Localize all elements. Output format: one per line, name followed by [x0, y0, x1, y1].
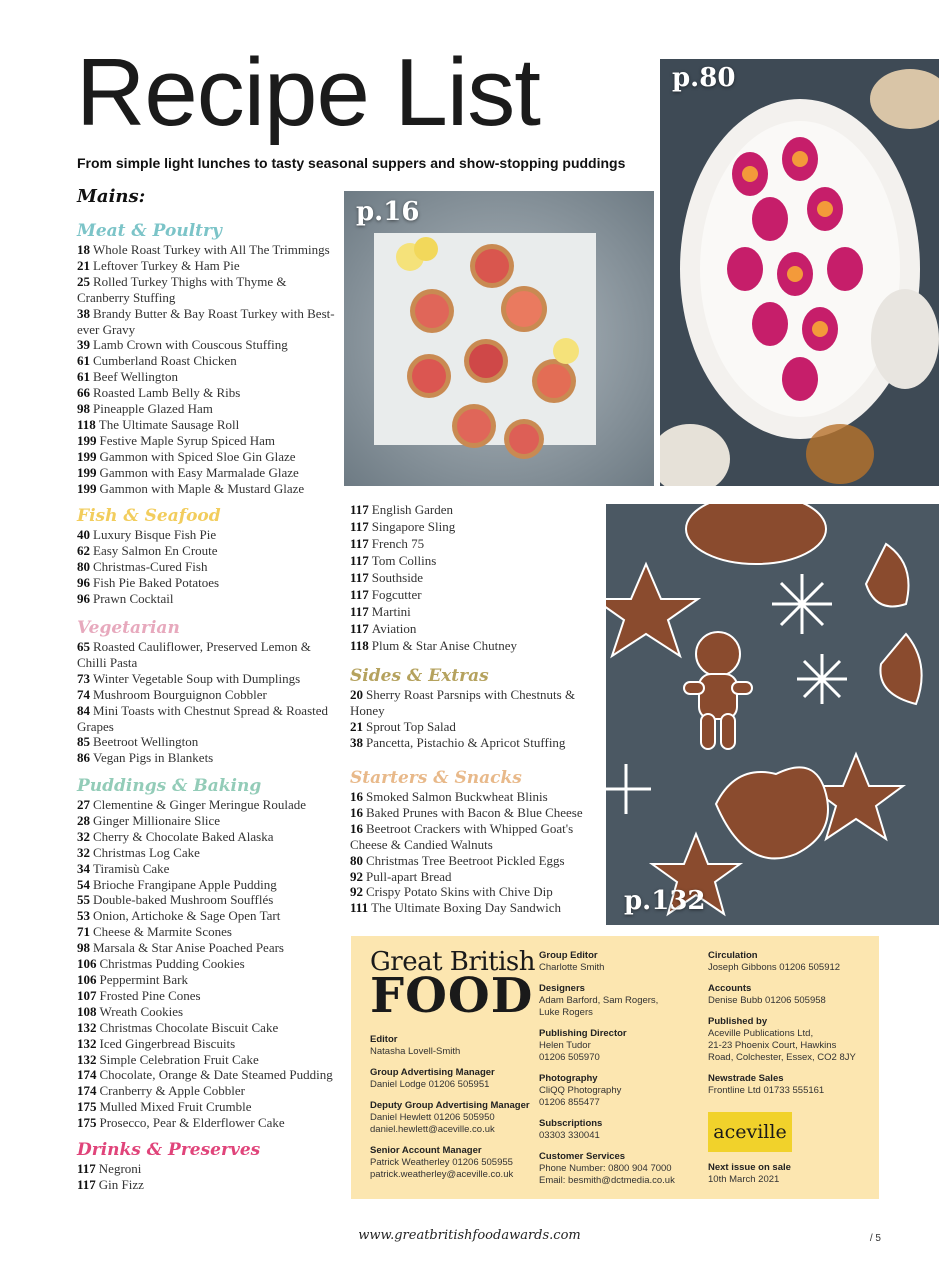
- recipe-page-number: 111: [350, 900, 369, 916]
- recipe-name: The Ultimate Sausage Roll: [98, 416, 240, 432]
- recipe-page-number: 108: [77, 1003, 97, 1019]
- recipe-page-number: 53: [77, 908, 90, 924]
- section-title: Starters & Snacks: [350, 768, 522, 788]
- recipe-page-number: 16: [350, 820, 363, 836]
- recipe-item: [77, 449, 339, 465]
- recipe-item: [350, 853, 590, 869]
- credit-value: Denise Bubb 01206 505958: [708, 995, 826, 1006]
- recipe-list: [77, 527, 339, 607]
- recipe-item: [350, 518, 590, 535]
- photo-page-label: p.132: [624, 886, 706, 916]
- recipe-page-number: 32: [77, 828, 90, 844]
- recipe-page-number: 34: [77, 860, 90, 876]
- recipe-item: [77, 1067, 339, 1083]
- section-title: Drinks & Preserves: [77, 1140, 261, 1160]
- recipe-name: Smoked Salmon Buckwheat Blinis: [366, 789, 548, 804]
- credit-label: Customer Services: [539, 1151, 626, 1162]
- recipe-item: [350, 687, 590, 719]
- logo-line-1: Great British: [370, 947, 536, 977]
- recipe-page-number: 117: [350, 587, 369, 602]
- recipe-name: Iced Gingerbread Biscuits: [99, 1035, 236, 1051]
- recipe-page-number: 55: [77, 892, 90, 908]
- recipe-item: [77, 591, 339, 607]
- photo-page-label: p.80: [672, 63, 736, 93]
- credit-value: Daniel Lodge 01206 505951: [370, 1079, 490, 1090]
- recipe-page-number: 98: [77, 940, 90, 956]
- recipe-item: [77, 750, 339, 766]
- recipe-item: [77, 527, 339, 543]
- recipe-item: [77, 924, 339, 940]
- recipe-name: Pull-apart Bread: [366, 868, 452, 884]
- section-title: Fish & Seafood: [77, 506, 221, 526]
- recipe-name: Singapore Sling: [371, 519, 456, 534]
- recipe-page-number: 85: [77, 734, 90, 750]
- recipe-name: Whole Roast Turkey with All The Trimmings: [93, 242, 330, 257]
- recipe-item: [77, 845, 339, 861]
- recipe-page-number: 118: [77, 416, 96, 432]
- recipe-page-number: 16: [350, 789, 363, 804]
- recipe-page-number: 175: [77, 1115, 97, 1131]
- recipe-page-number: 80: [77, 558, 90, 574]
- recipe-item: [77, 1099, 339, 1115]
- recipe-page-number: 117: [350, 553, 369, 568]
- recipe-item: [77, 1052, 339, 1068]
- masthead-credit: [370, 1067, 535, 1091]
- recipe-item: [77, 337, 339, 353]
- recipe-item: [77, 401, 339, 417]
- recipe-item: [350, 620, 590, 637]
- recipe-name: Gammon with Spiced Sloe Gin Glaze: [99, 448, 296, 464]
- recipe-page-number: 106: [77, 971, 97, 987]
- recipe-name: Fish Pie Baked Potatoes: [93, 574, 220, 590]
- recipe-page-number: 40: [77, 527, 90, 542]
- recipe-list: [350, 687, 590, 751]
- footer-website-link[interactable]: www.greatbritishfoodawards.com: [358, 1228, 581, 1243]
- recipe-page-number: 174: [77, 1067, 97, 1083]
- masthead-col-1: [370, 947, 536, 1190]
- recipe-item: [77, 369, 339, 385]
- recipe-page-number: 73: [77, 670, 90, 686]
- credit-value: Aceville Publications Ltd, 21-23 Phoenix Court, Hawkins Road, Colchester, Essex, CO2 8JY: [708, 1028, 856, 1063]
- recipe-item: [77, 813, 339, 829]
- recipe-item: [77, 797, 339, 813]
- credit-value: 03303 330041: [539, 1130, 600, 1141]
- recipe-name: Ginger Millionaire Slice: [93, 812, 221, 828]
- recipe-page-number: 28: [77, 812, 90, 828]
- recipe-name: Mushroom Bourguignon Cobbler: [93, 686, 267, 702]
- recipe-name: Festive Maple Syrup Spiced Ham: [99, 432, 275, 448]
- section-title: Meat & Poultry: [77, 221, 222, 241]
- recipe-item: [77, 543, 339, 559]
- recipe-name: Onion, Artichoke & Sage Open Tart: [93, 908, 281, 924]
- photo-gingerbread: [606, 504, 939, 925]
- recipe-name: Tom Collins: [371, 553, 437, 568]
- recipe-name: Pancetta, Pistachio & Apricot Stuffing: [366, 734, 566, 750]
- recipe-item: [350, 869, 590, 885]
- recipe-item: [350, 884, 590, 900]
- recipe-item: [77, 1036, 339, 1052]
- recipe-name: Christmas-Cured Fish: [93, 558, 208, 574]
- credit-label: Deputy Group Advertising Manager: [370, 1100, 530, 1111]
- recipe-item: [77, 465, 339, 481]
- recipe-page-number: 199: [77, 464, 97, 480]
- recipe-item: [350, 569, 590, 586]
- recipe-name: Christmas Chocolate Biscuit Cake: [99, 1019, 279, 1035]
- section-drinks-preserves: [77, 1139, 339, 1193]
- recipe-page-number: 38: [350, 734, 363, 750]
- recipe-page-number: 175: [77, 1099, 97, 1115]
- recipe-item: [77, 1161, 339, 1177]
- masthead-credit: [370, 1034, 535, 1058]
- recipe-item: [77, 353, 339, 369]
- recipe-page-number: 21: [350, 718, 363, 734]
- recipe-page-number: 21: [77, 257, 90, 273]
- recipe-item: [350, 637, 590, 654]
- recipe-name: Cheese & Marmite Scones: [93, 924, 232, 940]
- recipe-page-number: 80: [350, 852, 363, 868]
- recipe-name: Aviation: [371, 621, 417, 636]
- recipe-name: Plum & Star Anise Chutney: [371, 638, 517, 653]
- recipe-item: [77, 242, 339, 258]
- section-title: Puddings & Baking: [77, 776, 262, 796]
- recipe-list: [350, 789, 590, 916]
- recipe-name: Vegan Pigs in Blankets: [93, 750, 214, 766]
- blinis-illustration: [344, 191, 654, 486]
- recipe-item: [77, 481, 339, 497]
- recipe-page-number: 117: [350, 621, 369, 636]
- next-issue: [708, 1162, 873, 1186]
- recipe-item: [77, 417, 339, 433]
- recipe-name: Christmas Pudding Cookies: [99, 956, 245, 972]
- page-subtitle: From simple light lunches to tasty seasonal suppers and show-stopping puddings: [77, 155, 626, 171]
- recipe-page-number: 174: [77, 1083, 97, 1099]
- credit-value: Phone Number: 0800 904 7000 Email: besmith@dctmedia.co.uk: [539, 1163, 675, 1186]
- recipe-page-number: 117: [350, 536, 369, 551]
- magazine-logo: [370, 947, 536, 1024]
- recipe-page-number: 39: [77, 337, 90, 353]
- recipe-item: [350, 805, 590, 821]
- photo-page-label: p.16: [356, 197, 420, 227]
- section-title: Vegetarian: [77, 618, 180, 638]
- recipe-item: [77, 956, 339, 972]
- recipe-item: [77, 703, 339, 735]
- recipe-page-number: 54: [77, 876, 90, 892]
- pickled-eggs-illustration: [660, 59, 939, 486]
- recipe-name: Christmas Tree Beetroot Pickled Eggs: [366, 852, 565, 868]
- credit-label: Published by: [708, 1016, 768, 1027]
- recipe-page-number: 107: [77, 987, 97, 1003]
- recipe-name: Baked Prunes with Bacon & Blue Cheese: [366, 804, 583, 820]
- masthead-credit: [539, 983, 704, 1019]
- recipe-name: Rolled Turkey Thighs with Thyme & Cranberry Stuffing: [77, 273, 287, 305]
- recipe-name: Leftover Turkey & Ham Pie: [93, 257, 240, 273]
- recipe-name: Cumberland Roast Chicken: [93, 353, 237, 369]
- recipe-item: [77, 575, 339, 591]
- recipe-name: Gin Fizz: [98, 1176, 144, 1192]
- mains-heading: Mains:: [77, 186, 146, 207]
- recipe-name: Wreath Cookies: [99, 1003, 184, 1019]
- recipe-page-number: 25: [77, 273, 90, 289]
- aceville-logo: aceville: [708, 1112, 792, 1152]
- credit-label: Photography: [539, 1073, 598, 1084]
- recipe-name: Beetroot Wellington: [93, 734, 199, 750]
- masthead-credit: [708, 983, 873, 1007]
- recipe-item: [77, 972, 339, 988]
- recipe-name: Mini Toasts with Chestnut Spread & Roasted Grapes: [77, 702, 329, 734]
- credit-label: Publishing Director: [539, 1028, 627, 1039]
- credit-label: Editor: [370, 1034, 398, 1045]
- masthead-credit: [708, 1016, 873, 1064]
- photo-blinis: [344, 191, 654, 486]
- recipe-item: [77, 829, 339, 845]
- credit-label: Circulation: [708, 950, 758, 961]
- recipe-page-number: 61: [77, 353, 90, 369]
- recipe-page-number: 118: [350, 638, 369, 653]
- recipe-item: [350, 535, 590, 552]
- recipe-item: [77, 1115, 339, 1131]
- recipe-item: [77, 639, 339, 671]
- recipe-item: [350, 735, 590, 751]
- recipe-name: Mulled Mixed Fruit Crumble: [99, 1099, 252, 1115]
- recipe-name: Cherry & Chocolate Baked Alaska: [93, 828, 274, 844]
- credit-value: Frontline Ltd 01733 555161: [708, 1085, 825, 1096]
- credit-value: Natasha Lovell-Smith: [370, 1046, 461, 1057]
- recipe-name: Prawn Cocktail: [93, 590, 174, 606]
- recipe-page-number: 98: [77, 401, 90, 417]
- credit-label: Accounts: [708, 983, 752, 994]
- recipe-list: [77, 797, 339, 1131]
- recipe-list: [77, 639, 339, 766]
- recipe-name: Clementine & Ginger Meringue Roulade: [93, 797, 307, 812]
- recipe-name: Gammon with Easy Marmalade Glaze: [99, 464, 299, 480]
- recipe-name: Cranberry & Apple Cobbler: [99, 1083, 245, 1099]
- recipe-page-number: 117: [77, 1161, 96, 1176]
- recipe-item: [350, 821, 590, 853]
- masthead-box: [351, 936, 879, 1199]
- section-title: Sides & Extras: [350, 666, 489, 686]
- recipe-item: [77, 1020, 339, 1036]
- recipe-item: [350, 603, 590, 620]
- recipe-page-number: 92: [350, 884, 363, 900]
- recipe-name: Beef Wellington: [93, 369, 179, 385]
- recipe-name: Peppermint Bark: [99, 971, 188, 987]
- masthead-col-3: [708, 950, 873, 1195]
- recipe-item: [77, 892, 339, 908]
- recipe-page-number: 20: [350, 687, 363, 702]
- recipe-name: Southside: [371, 570, 424, 585]
- recipe-page-number: 117: [77, 1176, 96, 1192]
- credit-label: Newstrade Sales: [708, 1073, 784, 1084]
- recipe-item: [350, 552, 590, 569]
- recipe-name: Negroni: [98, 1161, 142, 1176]
- recipe-page-number: 132: [77, 1035, 97, 1051]
- recipe-name: Brandy Butter & Bay Roast Turkey with Best-ever Gravy: [77, 305, 335, 337]
- recipe-name: Martini: [371, 604, 411, 619]
- recipe-name: Chocolate, Orange & Date Steamed Pudding: [99, 1067, 333, 1083]
- recipe-name: Simple Celebration Fruit Cake: [99, 1051, 259, 1067]
- recipe-name: Fogcutter: [371, 587, 422, 602]
- recipe-name: Brioche Frangipane Apple Pudding: [93, 876, 277, 892]
- recipe-name: Sherry Roast Parsnips with Chestnuts & Honey: [350, 687, 576, 718]
- recipe-name: Easy Salmon En Croute: [93, 542, 218, 558]
- recipe-page-number: 117: [350, 502, 369, 517]
- next-issue-label: Next issue on sale: [708, 1162, 791, 1173]
- masthead-credit: [539, 1151, 704, 1187]
- recipe-item: [77, 940, 339, 956]
- recipe-page-number: 106: [77, 956, 97, 972]
- recipe-item: [77, 1004, 339, 1020]
- recipe-name: Sprout Top Salad: [366, 718, 456, 734]
- recipe-page-number: 71: [77, 924, 90, 940]
- recipe-page-number: 84: [77, 702, 90, 718]
- recipe-page-number: 117: [350, 570, 369, 585]
- recipe-item: [77, 908, 339, 924]
- recipe-name: English Garden: [371, 502, 454, 517]
- masthead-credit: [708, 1073, 873, 1097]
- recipe-page-number: 74: [77, 686, 90, 702]
- recipe-item: [77, 1177, 339, 1193]
- recipe-name: French 75: [371, 536, 425, 551]
- recipe-item: [77, 671, 339, 687]
- section-vegetarian: [77, 617, 339, 766]
- masthead-credit: [539, 1028, 704, 1064]
- recipe-name: The Ultimate Boxing Day Sandwich: [371, 900, 561, 916]
- recipe-page-number: 199: [77, 448, 97, 464]
- masthead-credit: [708, 950, 873, 974]
- masthead-credit: [370, 1100, 535, 1136]
- logo-line-2: FOOD: [370, 968, 534, 1024]
- recipe-name: Luxury Bisque Fish Pie: [93, 527, 217, 542]
- recipe-item: [77, 687, 339, 703]
- recipe-item: [77, 258, 339, 274]
- credit-label: Subscriptions: [539, 1118, 603, 1129]
- recipe-page-number: 38: [77, 305, 90, 321]
- recipe-item: [77, 433, 339, 449]
- section-fish-seafood: [77, 505, 339, 607]
- recipe-name: Christmas Log Cake: [93, 844, 200, 860]
- credit-label: Group Advertising Manager: [370, 1067, 495, 1078]
- recipe-name: Roasted Lamb Belly & Ribs: [93, 385, 241, 401]
- gingerbread-illustration: [606, 504, 939, 925]
- recipe-page-number: 117: [350, 604, 369, 619]
- masthead-credit: [370, 1145, 535, 1181]
- recipe-item: [77, 734, 339, 750]
- recipe-page-number: 117: [350, 519, 369, 534]
- credit-value: Helen Tudor 01206 505970: [539, 1040, 600, 1063]
- recipe-page-number: 18: [77, 242, 90, 257]
- recipe-item: [350, 719, 590, 735]
- recipe-name: Lamb Crown with Couscous Stuffing: [93, 337, 288, 353]
- credit-value: Patrick Weatherley 01206 505955 patrick.weatherley@aceville.co.uk: [370, 1157, 514, 1180]
- recipe-item: [350, 501, 590, 518]
- recipe-page-number: 27: [77, 797, 90, 812]
- recipe-list: [77, 242, 339, 497]
- recipe-page-number: 96: [77, 590, 90, 606]
- recipe-item: [350, 789, 590, 805]
- recipe-name: Pineapple Glazed Ham: [93, 401, 213, 417]
- section-meat-poultry: [77, 220, 339, 497]
- recipe-page-number: 61: [77, 369, 90, 385]
- section-drinks-continued: [350, 501, 590, 654]
- masthead-credit: [539, 950, 704, 974]
- recipe-item: [77, 861, 339, 877]
- credit-value: Joseph Gibbons 01206 505912: [708, 962, 841, 973]
- recipe-item: [77, 559, 339, 575]
- recipe-name: Winter Vegetable Soup with Dumplings: [93, 670, 301, 686]
- page-title: Recipe List: [76, 39, 540, 146]
- credit-label: Senior Account Manager: [370, 1145, 482, 1156]
- section-sides-extras: [350, 665, 590, 751]
- recipe-item: [77, 988, 339, 1004]
- recipe-page-number: 62: [77, 542, 90, 558]
- recipe-name: Roasted Cauliflower, Preserved Lemon & Chilli Pasta: [77, 639, 311, 670]
- recipe-name: Frosted Pine Cones: [99, 987, 201, 1003]
- recipe-name: Crispy Potato Skins with Chive Dip: [366, 884, 553, 900]
- recipe-page-number: 199: [77, 432, 97, 448]
- recipe-page-number: 199: [77, 480, 97, 496]
- credit-value: Daniel Hewlett 01206 505950 daniel.hewlett@aceville.co.uk: [370, 1112, 495, 1135]
- recipe-item: [350, 586, 590, 603]
- recipe-page-number: 132: [77, 1019, 97, 1035]
- page-number: / 5: [869, 1233, 881, 1244]
- recipe-item: [77, 877, 339, 893]
- masthead-col-2: [539, 950, 704, 1196]
- credit-value: Adam Barford, Sam Rogers, Luke Rogers: [539, 995, 659, 1018]
- recipe-item: [350, 900, 590, 916]
- recipe-page-number: 96: [77, 574, 90, 590]
- credit-value: CliQQ Photography 01206 855477: [539, 1085, 622, 1108]
- recipe-name: Beetroot Crackers with Whipped Goat's Cheese & Candied Walnuts: [350, 820, 574, 852]
- recipe-page-number: 132: [77, 1051, 97, 1067]
- recipe-item: [77, 274, 339, 306]
- credit-value: Charlotte Smith: [539, 962, 605, 973]
- recipe-page-number: 16: [350, 804, 363, 820]
- recipe-name: Double-baked Mushroom Soufflés: [93, 892, 274, 908]
- recipe-name: Gammon with Maple & Mustard Glaze: [99, 480, 305, 496]
- recipe-name: Tiramisù Cake: [93, 860, 170, 876]
- recipe-name: Marsala & Star Anise Poached Pears: [93, 940, 284, 956]
- recipe-item: [77, 385, 339, 401]
- section-starters-snacks: [350, 767, 590, 916]
- recipe-item: [77, 1083, 339, 1099]
- next-issue-date: 10th March 2021: [708, 1174, 780, 1185]
- section-puddings-baking: [77, 775, 339, 1131]
- recipe-page-number: 86: [77, 750, 90, 766]
- recipe-item: [77, 306, 339, 338]
- credit-label: Designers: [539, 983, 585, 994]
- credit-label: Group Editor: [539, 950, 598, 961]
- recipe-page-number: 66: [77, 385, 90, 401]
- recipe-page-number: 92: [350, 868, 363, 884]
- recipe-name: Prosecco, Pear & Elderflower Cake: [99, 1115, 285, 1131]
- masthead-credit: [539, 1073, 704, 1109]
- recipe-page-number: 65: [77, 639, 90, 654]
- photo-pickled-eggs: [660, 59, 939, 486]
- masthead-credit: [539, 1118, 704, 1142]
- recipe-list: [350, 501, 590, 654]
- recipe-page-number: 32: [77, 844, 90, 860]
- recipe-list: [77, 1161, 339, 1193]
